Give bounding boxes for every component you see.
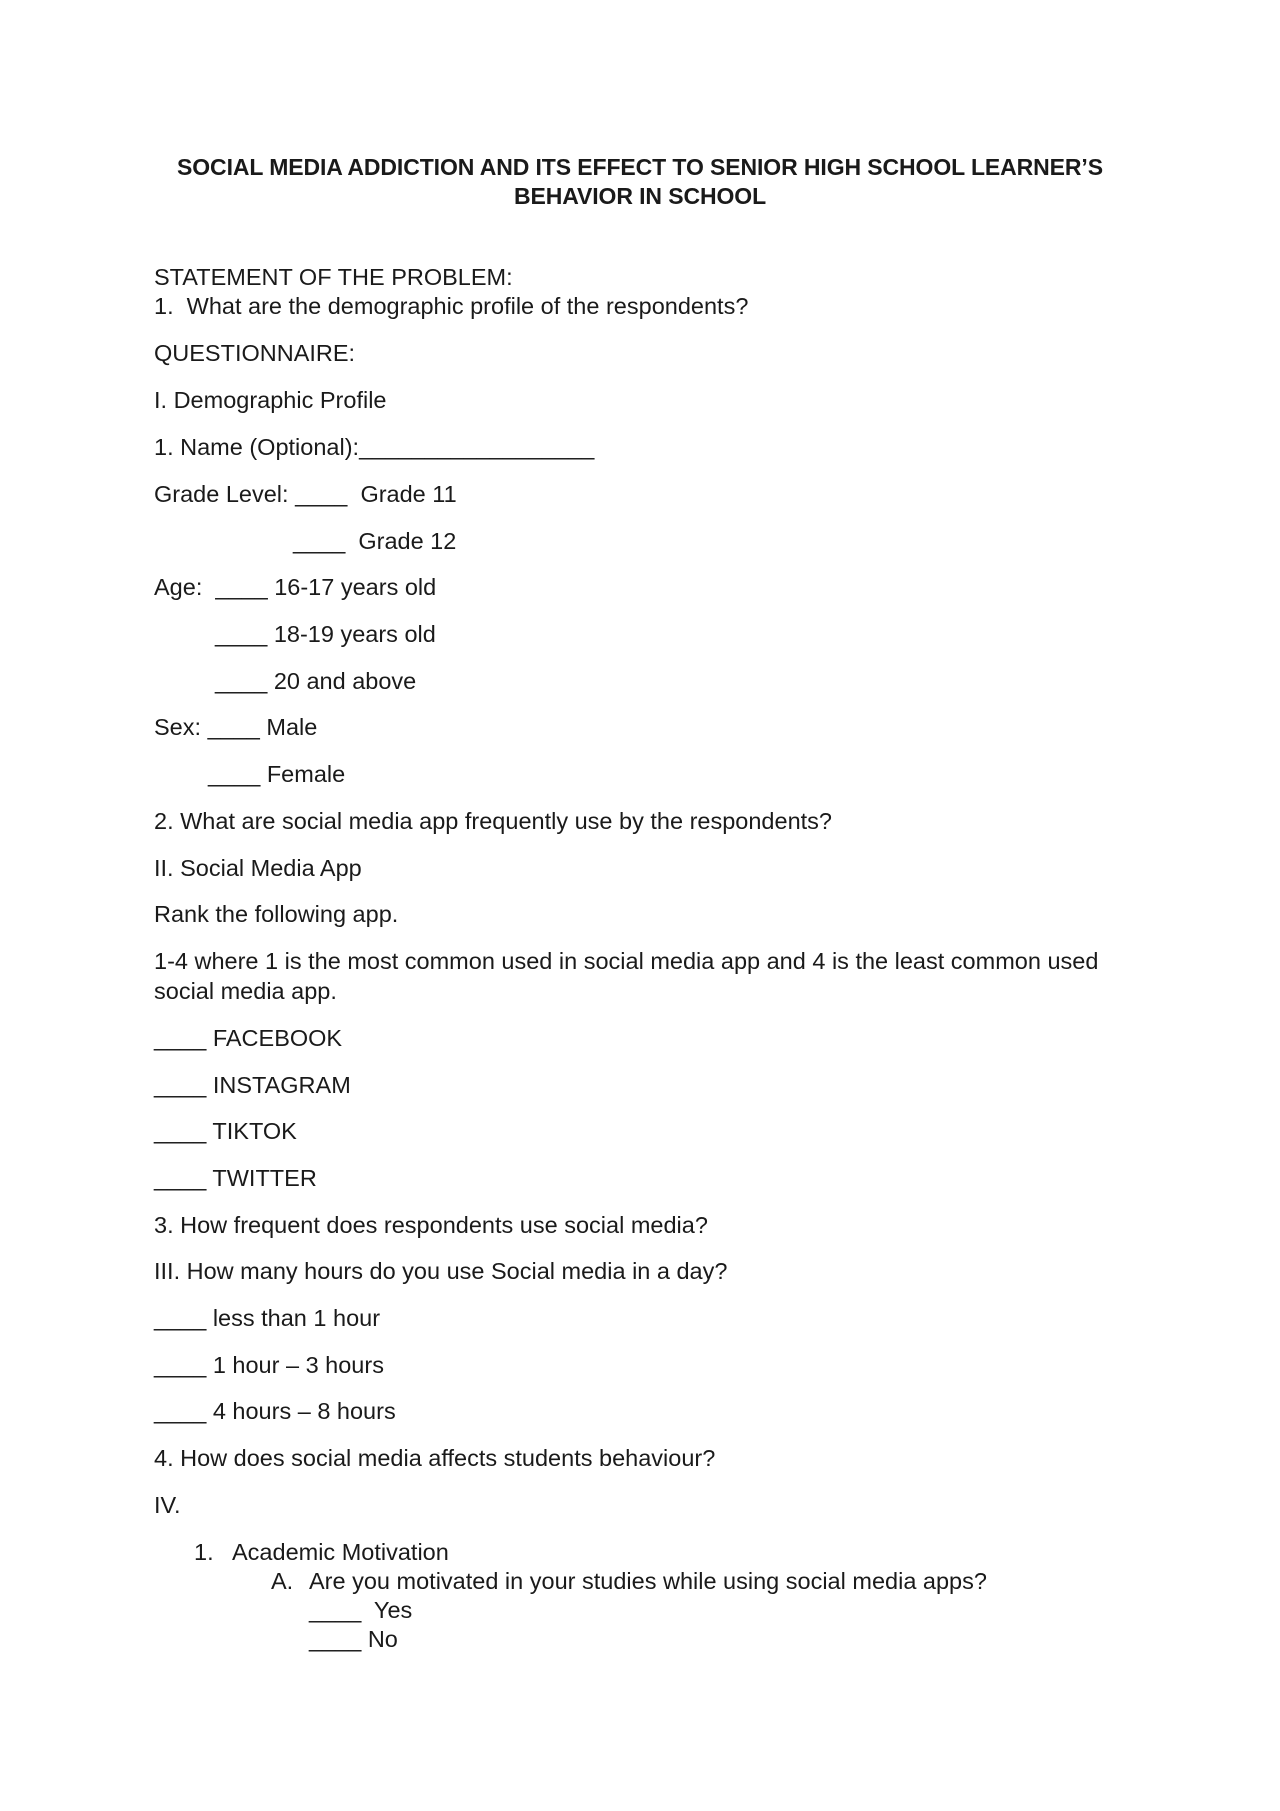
hours-2-option: 1 hour – 3 hours [212,1352,384,1378]
app-row-twitter [154,1163,317,1193]
hours-row-1 [154,1303,380,1333]
sex-female-option: Female [266,761,346,787]
instagram-rank-blank[interactable]: ____ [154,1072,207,1098]
sex-male-blank[interactable]: ____ [207,714,260,740]
hours-row-3 [154,1396,396,1426]
section-4-heading: IV. [154,1492,181,1518]
question-3: 3. How frequent does respondents use social media? [154,1212,708,1238]
age-row-16-17 [154,572,436,602]
section-1-heading: I. Demographic Profile [154,387,387,413]
item-1-number: 1. [194,1539,214,1565]
age-label: Age: [154,574,216,600]
hours-1-option: less than 1 hour [212,1305,381,1331]
sex-row-male [154,712,317,742]
twitter-option: TWITTER [212,1165,317,1191]
hours-1-blank[interactable]: ____ [154,1305,207,1331]
hours-row-2 [154,1350,384,1380]
sex-label: Sex: [154,714,208,740]
age-18-19-option: 18-19 years old [273,621,436,647]
rank-instruction: Rank the following app. [154,901,399,927]
sex-female-blank[interactable]: ____ [208,761,261,787]
document-title-line-2: BEHAVIOR IN SCHOOL [513,183,767,209]
app-row-instagram [154,1070,351,1100]
tiktok-option: TIKTOK [212,1118,297,1144]
age-20-above-blank[interactable]: ____ [215,668,268,694]
yes-row [309,1595,412,1625]
document-title-line-1: SOCIAL MEDIA ADDICTION AND ITS EFFECT TO SENIOR HIGH SCHOOL LEARNER’S [177,154,1103,180]
instagram-option: INSTAGRAM [212,1072,351,1098]
name-label: 1. Name (Optional): [154,434,360,460]
no-blank[interactable]: ____ [309,1626,362,1652]
question-1: 1. What are the demographic profile of the respondents? [154,293,749,319]
sex-row-female [208,759,345,789]
hours-2-blank[interactable]: ____ [154,1352,207,1378]
grade-label: Grade Level: [154,481,296,507]
no-option: No [367,1626,398,1652]
statement-heading: STATEMENT OF THE PROBLEM: [154,264,513,290]
app-row-facebook [154,1023,342,1053]
rank-scale-instruction: 1-4 where 1 is the most common used in social media app and 4 is the least common used social media app. [154,948,1099,1004]
name-blank-line[interactable]: __________________ [359,434,595,460]
yes-option: Yes [373,1597,413,1623]
grade-row-12 [293,526,456,556]
no-row [309,1624,398,1654]
yes-blank[interactable]: ____ [309,1597,362,1623]
tiktok-rank-blank[interactable]: ____ [154,1118,207,1144]
facebook-rank-blank[interactable]: ____ [154,1025,207,1051]
section-3-heading: III. How many hours do you use Social media in a day? [154,1258,728,1284]
academic-motivation-label: Academic Motivation [232,1539,449,1565]
question-4: 4. How does social media affects students behaviour? [154,1445,716,1471]
sex-male-option: Male [266,714,318,740]
age-16-17-option: 16-17 years old [274,574,437,600]
age-row-20-above [215,666,416,696]
grade-row-11 [154,479,457,509]
app-row-tiktok [154,1116,297,1146]
question-2: 2. What are social media app frequently use by the respondents? [154,808,832,834]
questionnaire-heading: QUESTIONNAIRE: [154,340,356,366]
grade-11-option: Grade 11 [360,481,457,507]
hours-3-option: 4 hours – 8 hours [212,1398,396,1424]
hours-3-blank[interactable]: ____ [154,1398,207,1424]
name-field-row [154,432,594,462]
grade-12-blank[interactable]: ____ [293,528,346,554]
grade-11-blank[interactable]: ____ [295,481,348,507]
age-row-18-19 [215,619,436,649]
sub-a-letter: A. [271,1568,294,1594]
grade-12-option: Grade 12 [358,528,457,554]
sub-a-question: Are you motivated in your studies while using social media apps? [309,1568,987,1594]
age-20-above-option: 20 and above [273,668,417,694]
twitter-rank-blank[interactable]: ____ [154,1165,207,1191]
age-16-17-blank[interactable]: ____ [215,574,268,600]
section-2-heading: II. Social Media App [154,855,362,881]
age-18-19-blank[interactable]: ____ [215,621,268,647]
facebook-option: FACEBOOK [212,1025,343,1051]
